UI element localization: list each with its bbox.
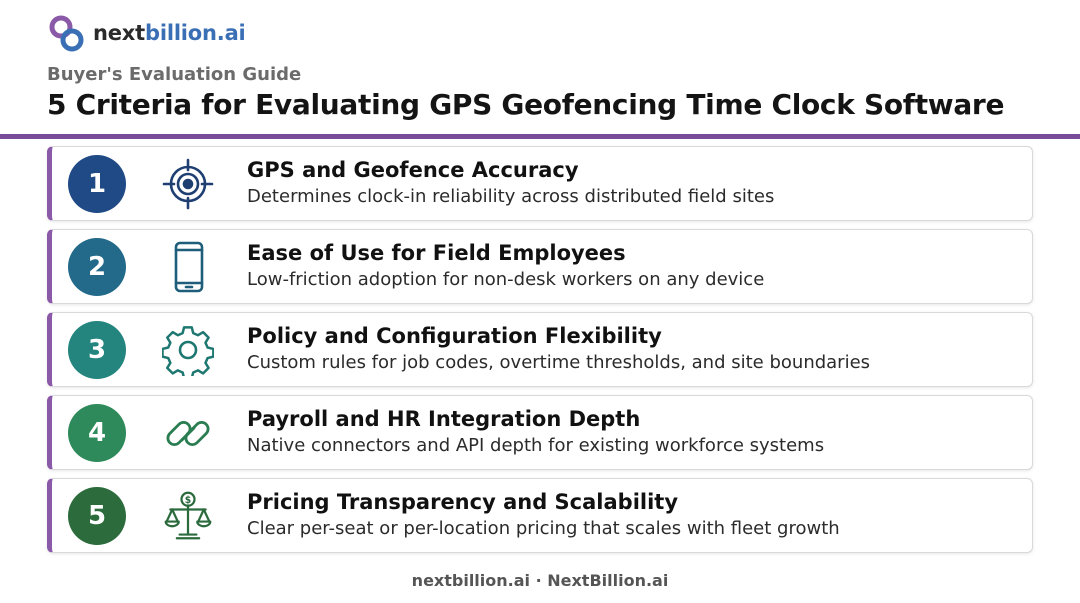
smartphone-icon <box>162 241 214 293</box>
gear-icon <box>162 324 214 376</box>
criterion-number-badge: 4 <box>68 404 126 462</box>
criterion-number-badge: 1 <box>68 155 126 213</box>
criterion-card-2 <box>47 229 1033 304</box>
criterion-number-badge: 2 <box>68 238 126 296</box>
balance-scale-dollar-icon <box>162 490 214 542</box>
criterion-card-5 <box>47 478 1033 553</box>
svg-text:$: $ <box>184 495 192 506</box>
criterion-card-3 <box>47 312 1033 387</box>
criterion-title: Payroll and HR Integration Depth <box>247 407 641 431</box>
criterion-title: GPS and Geofence Accuracy <box>247 158 579 182</box>
brand-logo[interactable] <box>47 13 246 53</box>
criterion-title: Pricing Transparency and Scalability <box>247 490 679 514</box>
criterion-title: Ease of Use for Field Employees <box>247 241 626 265</box>
brand-name-part1: next <box>93 21 145 45</box>
criterion-number-badge: 3 <box>68 321 126 379</box>
criterion-description: Clear per-seat or per-location pricing that scales with fleet growth <box>247 518 840 539</box>
brand-name-part2: billion.ai <box>144 21 246 45</box>
criterion-title: Policy and Configuration Flexibility <box>247 324 662 348</box>
page-title: 5 Criteria for Evaluating GPS Geofencing Time Clock Software <box>47 88 1005 121</box>
criterion-number-badge: 5 <box>68 487 126 545</box>
criterion-description: Custom rules for job codes, overtime thresholds, and site boundaries <box>247 352 871 373</box>
eyebrow-label: Buyer's Evaluation Guide <box>47 64 302 85</box>
brand-name <box>93 21 246 45</box>
header-divider <box>0 134 1080 139</box>
criterion-card-4 <box>47 395 1033 470</box>
infinity-loop-logo-icon <box>47 13 87 53</box>
footer-text: nextbillion.ai · NextBillion.ai <box>411 571 669 590</box>
criterion-description: Low-friction adoption for non-desk workers on any device <box>247 269 765 290</box>
chain-link-icon <box>162 407 214 459</box>
target-crosshair-icon <box>162 158 214 210</box>
criterion-description: Native connectors and API depth for existing workforce systems <box>247 435 825 456</box>
criterion-card-1 <box>47 146 1033 221</box>
criterion-description: Determines clock-in reliability across distributed field sites <box>247 186 775 207</box>
